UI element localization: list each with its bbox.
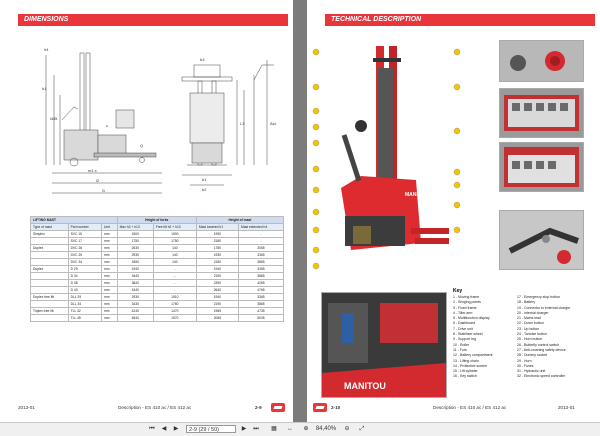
table-row bbox=[31, 308, 284, 315]
detail-photo-battery bbox=[499, 88, 584, 138]
table-cell: 1750 bbox=[153, 238, 196, 245]
table-cell: 3865 bbox=[238, 301, 283, 308]
svg-text:m1 x: m1 x bbox=[88, 168, 97, 173]
detail-photo-electrics bbox=[321, 292, 447, 398]
key-item: 21 - Mains lead bbox=[517, 316, 541, 321]
svg-text:b2: b2 bbox=[202, 187, 207, 192]
key-item: 18 - Battery bbox=[517, 300, 536, 305]
table-cell: 2190 bbox=[196, 273, 238, 280]
svg-text:b1: b1 bbox=[202, 177, 207, 182]
table-cell: 1500 bbox=[153, 231, 196, 238]
table-row bbox=[31, 280, 284, 287]
table-cell: SVC 17 bbox=[68, 238, 101, 245]
table-cell: DVC 29 bbox=[68, 252, 101, 259]
svg-text:Q: Q bbox=[140, 143, 144, 148]
section-header-technical-description: TECHNICAL DESCRIPTION bbox=[325, 14, 595, 26]
page-right bbox=[307, 0, 600, 422]
table-cell: DLL 34 bbox=[68, 301, 101, 308]
table-cell: 3065 bbox=[238, 245, 283, 252]
table-cell: 5035 bbox=[238, 315, 283, 322]
table-cell: 3365 bbox=[238, 294, 283, 301]
table-cell bbox=[31, 301, 69, 308]
group-mast-header: Height of mast bbox=[196, 217, 283, 224]
table-cell: 1750 bbox=[117, 238, 153, 245]
table-cell: 3365 bbox=[238, 266, 283, 273]
svg-text:c: c bbox=[106, 123, 108, 128]
key-item: 11 - Fork bbox=[453, 347, 467, 352]
page-number-input[interactable]: 2-9 (29 / 50) bbox=[186, 425, 236, 433]
key-item: 16 - Key switch bbox=[453, 374, 477, 379]
group-forks-header: Height of forks bbox=[117, 217, 196, 224]
table-cell: Simplex bbox=[31, 231, 69, 238]
table-cell: Triplex free lift bbox=[31, 308, 69, 315]
table-cell: 140 bbox=[153, 259, 196, 266]
key-item: 14 - Protective screen bbox=[453, 363, 488, 368]
dimension-drawing bbox=[22, 35, 287, 205]
table-cell: mm bbox=[101, 259, 117, 266]
prev-page-icon[interactable]: ◀ bbox=[161, 426, 167, 432]
fit-width-icon[interactable]: ↔ bbox=[287, 426, 293, 432]
table-cell: 3840 bbox=[117, 280, 153, 287]
table-cell: 2930 bbox=[117, 252, 153, 259]
table-cell: 1470 bbox=[153, 308, 196, 315]
svg-text:L3: L3 bbox=[240, 121, 245, 126]
table-cell: D 34 bbox=[68, 273, 101, 280]
table-cell: 1940 bbox=[117, 266, 153, 273]
svg-text:Ast: Ast bbox=[270, 121, 276, 126]
table-cell: Duplex free lift bbox=[31, 294, 69, 301]
key-item: 29 - Horn bbox=[517, 358, 532, 363]
key-item: 13 - Lifting chain bbox=[453, 358, 479, 363]
viewer-toolbar bbox=[0, 422, 600, 436]
table-cell: DVC 26 bbox=[68, 245, 101, 252]
zoom-in-icon[interactable]: ⊕ bbox=[303, 426, 309, 432]
table-cell: 140 bbox=[153, 245, 196, 252]
table-cell: mm bbox=[101, 245, 117, 252]
table-cell: 1940 bbox=[196, 266, 238, 273]
table-cell: 2630 bbox=[117, 245, 153, 252]
key-item: 32 - Electronic speed controller bbox=[517, 374, 566, 379]
table-cell: 3430 bbox=[117, 301, 153, 308]
col-header: Part number bbox=[68, 224, 101, 231]
table-row bbox=[31, 252, 284, 259]
table-cell: 4540 bbox=[117, 315, 153, 322]
table-cell: TLL 42 bbox=[68, 308, 101, 315]
key-item: 17 - Emergency stop button bbox=[517, 295, 560, 299]
footer-description: Description - ES 410 ac / ES 412 ac bbox=[433, 405, 507, 410]
table-row bbox=[31, 301, 284, 308]
table-cell: 2930 bbox=[117, 294, 153, 301]
col-header: Max h3 + h13 bbox=[117, 224, 153, 231]
table-body bbox=[31, 231, 284, 322]
table-cell bbox=[31, 280, 69, 287]
table-cell: 1940 bbox=[196, 294, 238, 301]
table-row bbox=[31, 315, 284, 322]
section-header-dimensions: DIMENSIONS bbox=[18, 14, 288, 26]
table-cell: 4240 bbox=[117, 308, 153, 315]
table-cell: mm bbox=[101, 238, 117, 245]
first-page-icon[interactable]: ⏮ bbox=[149, 426, 155, 432]
table-cell: mm bbox=[101, 231, 117, 238]
table-cell: mm bbox=[101, 252, 117, 259]
key-item: 4 - Tiller arm bbox=[453, 310, 473, 315]
lifting-mast-table bbox=[30, 216, 284, 322]
detail-photo-keyswitch bbox=[499, 40, 584, 82]
key-item: 28 - Dummy socket bbox=[517, 353, 548, 358]
table-cell: 3365 bbox=[238, 252, 283, 259]
last-page-icon[interactable]: ⏭ bbox=[253, 426, 259, 432]
table-cell: mm bbox=[101, 301, 117, 308]
col-header: Type of mast bbox=[31, 224, 69, 231]
manitou-logo-icon bbox=[271, 403, 285, 412]
table-cell: 1965 bbox=[196, 308, 238, 315]
table-cell: mm bbox=[101, 280, 117, 287]
table-cell: 3865 bbox=[238, 273, 283, 280]
layout-icon[interactable]: ▦ bbox=[271, 426, 277, 432]
key-item: 23 - Up button bbox=[517, 326, 540, 331]
table-cell bbox=[31, 259, 69, 266]
svg-text:l4/l5: l4/l5 bbox=[50, 116, 58, 121]
table-cell: 2390 bbox=[196, 280, 238, 287]
key-item: 10 - Roller bbox=[453, 342, 470, 347]
table-cell: - bbox=[238, 238, 283, 245]
key-item: 24 - Tortoise button bbox=[517, 332, 547, 337]
table-cell: 1500 bbox=[117, 231, 153, 238]
table-cell: SVC 15 bbox=[68, 231, 101, 238]
svg-text:l2: l2 bbox=[96, 178, 100, 183]
table-cell: 3450 bbox=[117, 259, 153, 266]
table-cell: 1510 bbox=[153, 294, 196, 301]
key-item: 22 - Down button bbox=[517, 321, 544, 326]
key-item: 2 - Slinging points bbox=[453, 300, 481, 305]
key-item: 7 - Drive unit bbox=[453, 326, 473, 331]
col-header: Free lift h2 + h13 bbox=[153, 224, 196, 231]
table-cell: 3865 bbox=[238, 259, 283, 266]
table-row bbox=[31, 294, 284, 301]
table-cell bbox=[31, 287, 69, 294]
table-cell: 1760 bbox=[153, 301, 196, 308]
table-cell bbox=[31, 273, 69, 280]
key-item: 27 - Anti-crushing safety device bbox=[517, 347, 566, 352]
key-item: 26 - Butterfly control switch bbox=[517, 342, 560, 347]
footer-date: 2013-01 bbox=[558, 405, 575, 410]
key-item: 15 - Lift cylinder bbox=[453, 369, 478, 374]
svg-text:MANITOU: MANITOU bbox=[405, 192, 429, 198]
table-cell: 2065 bbox=[196, 315, 238, 322]
table-cell: D 29 bbox=[68, 266, 101, 273]
brand-label: MANITOU bbox=[344, 381, 386, 391]
zoom-out-icon[interactable]: ⊖ bbox=[344, 426, 350, 432]
zoom-level[interactable]: 84,40% bbox=[315, 426, 337, 432]
fit-page-icon[interactable]: ⤢ bbox=[359, 426, 365, 432]
table-cell: - bbox=[153, 266, 196, 273]
table-cell: DVC 34 bbox=[68, 259, 101, 266]
key-item: 20 - Internal charger bbox=[517, 310, 549, 315]
key-item: 19 - Connector to external charger bbox=[517, 305, 571, 310]
key-list-1 bbox=[453, 295, 493, 380]
table-cell: 2190 bbox=[196, 301, 238, 308]
table-cell: DLL 29 bbox=[68, 294, 101, 301]
table-cell: Duplex bbox=[31, 245, 69, 252]
table-cell: - bbox=[153, 273, 196, 280]
table-cell: 4265 bbox=[238, 280, 283, 287]
key-item: 25 - Horn button bbox=[517, 337, 543, 342]
table-cell: D 38 bbox=[68, 280, 101, 287]
table-cell: mm bbox=[101, 308, 117, 315]
table-cell: 2180 bbox=[196, 238, 238, 245]
table-cell: 2640 bbox=[196, 287, 238, 294]
footer-right bbox=[313, 403, 582, 413]
svg-text:h1: h1 bbox=[42, 86, 47, 91]
footer-left bbox=[18, 403, 288, 413]
table-cell: 4340 bbox=[117, 287, 153, 294]
table-cell: mm bbox=[101, 287, 117, 294]
table-title: LIFTING MAST bbox=[31, 217, 118, 224]
key-list-2 bbox=[517, 295, 570, 380]
next-page-icon[interactable]: ▶ bbox=[241, 426, 247, 432]
key-item: 5 - Multifunction display bbox=[453, 316, 490, 321]
key-item: 6 - Dashboard bbox=[453, 321, 476, 326]
detail-photo-charger bbox=[499, 142, 584, 192]
table-row bbox=[31, 266, 284, 273]
table-cell: 1930 bbox=[196, 252, 238, 259]
table-cell: 1780 bbox=[196, 245, 238, 252]
table-cell: mm bbox=[101, 315, 117, 322]
table-cell bbox=[31, 252, 69, 259]
key-item: 9 - Support leg bbox=[453, 337, 476, 342]
table-cell: Duplex bbox=[31, 266, 69, 273]
table-cell: TLL 45 bbox=[68, 315, 101, 322]
key-item: 3 - Fixed frame bbox=[453, 305, 477, 310]
detail-photo-tiller bbox=[499, 210, 584, 270]
table-cell: mm bbox=[101, 266, 117, 273]
svg-text:b3: b3 bbox=[200, 57, 205, 62]
table-row bbox=[31, 231, 284, 238]
footer-description: Description - ES 410 ac / ES 412 ac bbox=[118, 405, 192, 410]
table-row bbox=[31, 287, 284, 294]
table-cell: 1570 bbox=[153, 315, 196, 322]
page-left bbox=[0, 0, 293, 422]
table-cell: - bbox=[153, 287, 196, 294]
table-cell bbox=[31, 238, 69, 245]
table-cell: 4735 bbox=[238, 308, 283, 315]
table-cell: 4765 bbox=[238, 287, 283, 294]
table-cell: 140 bbox=[153, 252, 196, 259]
col-header: Unit bbox=[101, 224, 117, 231]
table-cell: - bbox=[153, 280, 196, 287]
table-row bbox=[31, 273, 284, 280]
key-item: 1 - Moving frame bbox=[453, 295, 480, 299]
svg-text:l1: l1 bbox=[102, 188, 106, 193]
table-cell bbox=[31, 315, 69, 322]
next-page-icon[interactable]: ▶ bbox=[173, 426, 179, 432]
table-cell: mm bbox=[101, 294, 117, 301]
table-row bbox=[31, 259, 284, 266]
key-item: 31 - Hydraulic unit bbox=[517, 369, 546, 374]
key-item: 30 - Fuses bbox=[517, 363, 534, 368]
page-number: 2-9 bbox=[255, 405, 262, 410]
col-header: Mast lowered h1 bbox=[196, 224, 238, 231]
table-cell: D 43 bbox=[68, 287, 101, 294]
table-cell: - bbox=[238, 231, 283, 238]
table-cell: 2180 bbox=[196, 259, 238, 266]
table-cell: mm bbox=[101, 273, 117, 280]
key-item: 12 - Battery compartment bbox=[453, 353, 493, 358]
footer-date: 2013-01 bbox=[18, 405, 35, 410]
table-row bbox=[31, 238, 284, 245]
col-header: Mast extended h4 bbox=[238, 224, 283, 231]
key-item: 8 - Stabiliser wheel bbox=[453, 332, 483, 337]
table-cell: 3440 bbox=[117, 273, 153, 280]
table-cell: 1990 bbox=[196, 231, 238, 238]
key-title: Key bbox=[453, 288, 463, 294]
manitou-logo-icon bbox=[313, 403, 327, 412]
page-number: 2-10 bbox=[331, 405, 341, 410]
callout-markers bbox=[307, 30, 467, 290]
svg-text:h4: h4 bbox=[44, 47, 49, 52]
table-row bbox=[31, 245, 284, 252]
